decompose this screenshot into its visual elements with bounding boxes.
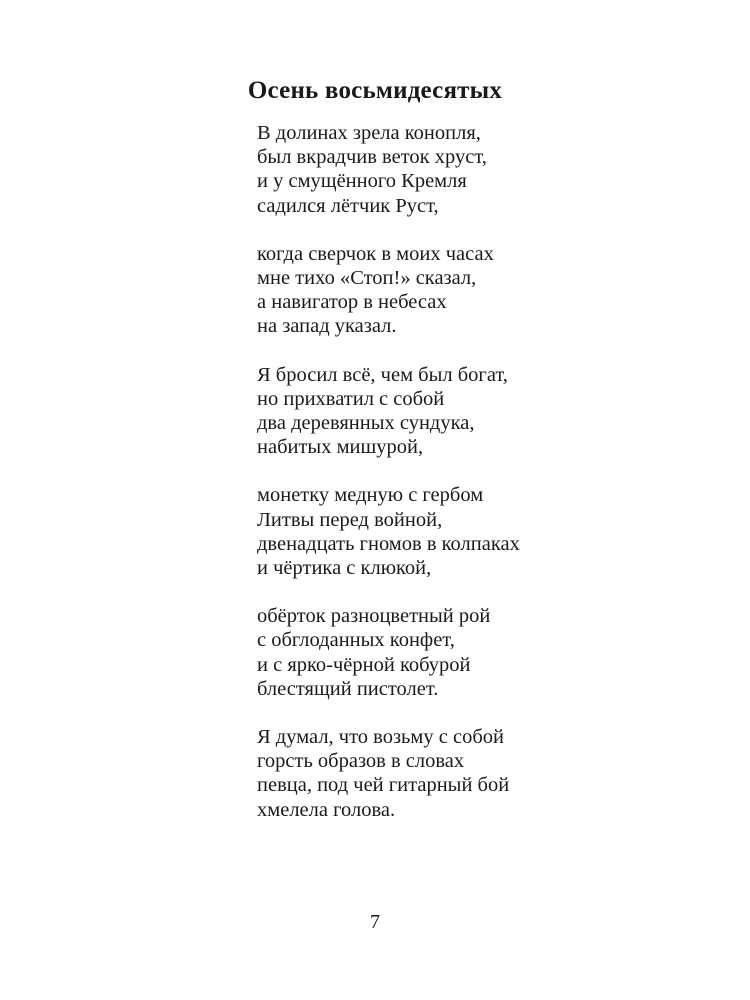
poem-body	[257, 121, 697, 846]
poem-line: на запад указал.	[257, 315, 397, 338]
poem-line: но прихватил с собой	[257, 387, 445, 410]
poem-line: монетку медную с гербом	[257, 484, 484, 507]
poem-line: двенадцать гномов в колпаках	[257, 532, 520, 555]
poem-line: горсть образов в словах	[257, 750, 465, 773]
poem-line: с обглоданных конфет,	[257, 629, 455, 652]
poem-line: и с ярко-чёрной кобурой	[257, 653, 471, 676]
page-number: 7	[370, 911, 380, 933]
poem-line: певца, под чей гитарный бой	[257, 774, 510, 797]
stanza-2	[257, 242, 697, 339]
poem-line: блестящий пистолет.	[257, 677, 439, 700]
poem-line: набитых мишурой,	[257, 436, 424, 459]
poem-line: садился лётчик Руст,	[257, 194, 439, 217]
poem-line: Я бросил всё, чем был богат,	[257, 363, 508, 386]
stanza-4	[257, 483, 697, 580]
stanza-5	[257, 604, 697, 701]
poem-line: хмелела голова.	[257, 798, 396, 821]
poem-line: два деревянных сундука,	[257, 412, 475, 435]
stanza-6	[257, 725, 697, 822]
stanza-3	[257, 363, 697, 460]
stanza-1	[257, 121, 697, 218]
poem-line: был вкрадчив веток хруст,	[257, 146, 487, 169]
poem-line: и у смущённого Кремля	[257, 170, 467, 193]
poem-line: обёрток разноцветный рой	[257, 605, 491, 628]
poem-line: и чёртика с клюкой,	[257, 557, 432, 580]
poem-line: Литвы перед войной,	[257, 508, 443, 531]
poem-line: мне тихо «Стоп!» сказал,	[257, 267, 477, 290]
poem-line: Я думал, что возьму с собой	[257, 726, 504, 749]
poem-line: а навигатор в небесах	[257, 291, 447, 314]
poem-line: В долинах зрела конопля,	[257, 122, 481, 144]
poem-title: Осень восьмидесятых	[247, 77, 503, 104]
poem-line: когда сверчок в моих часах	[257, 242, 494, 265]
